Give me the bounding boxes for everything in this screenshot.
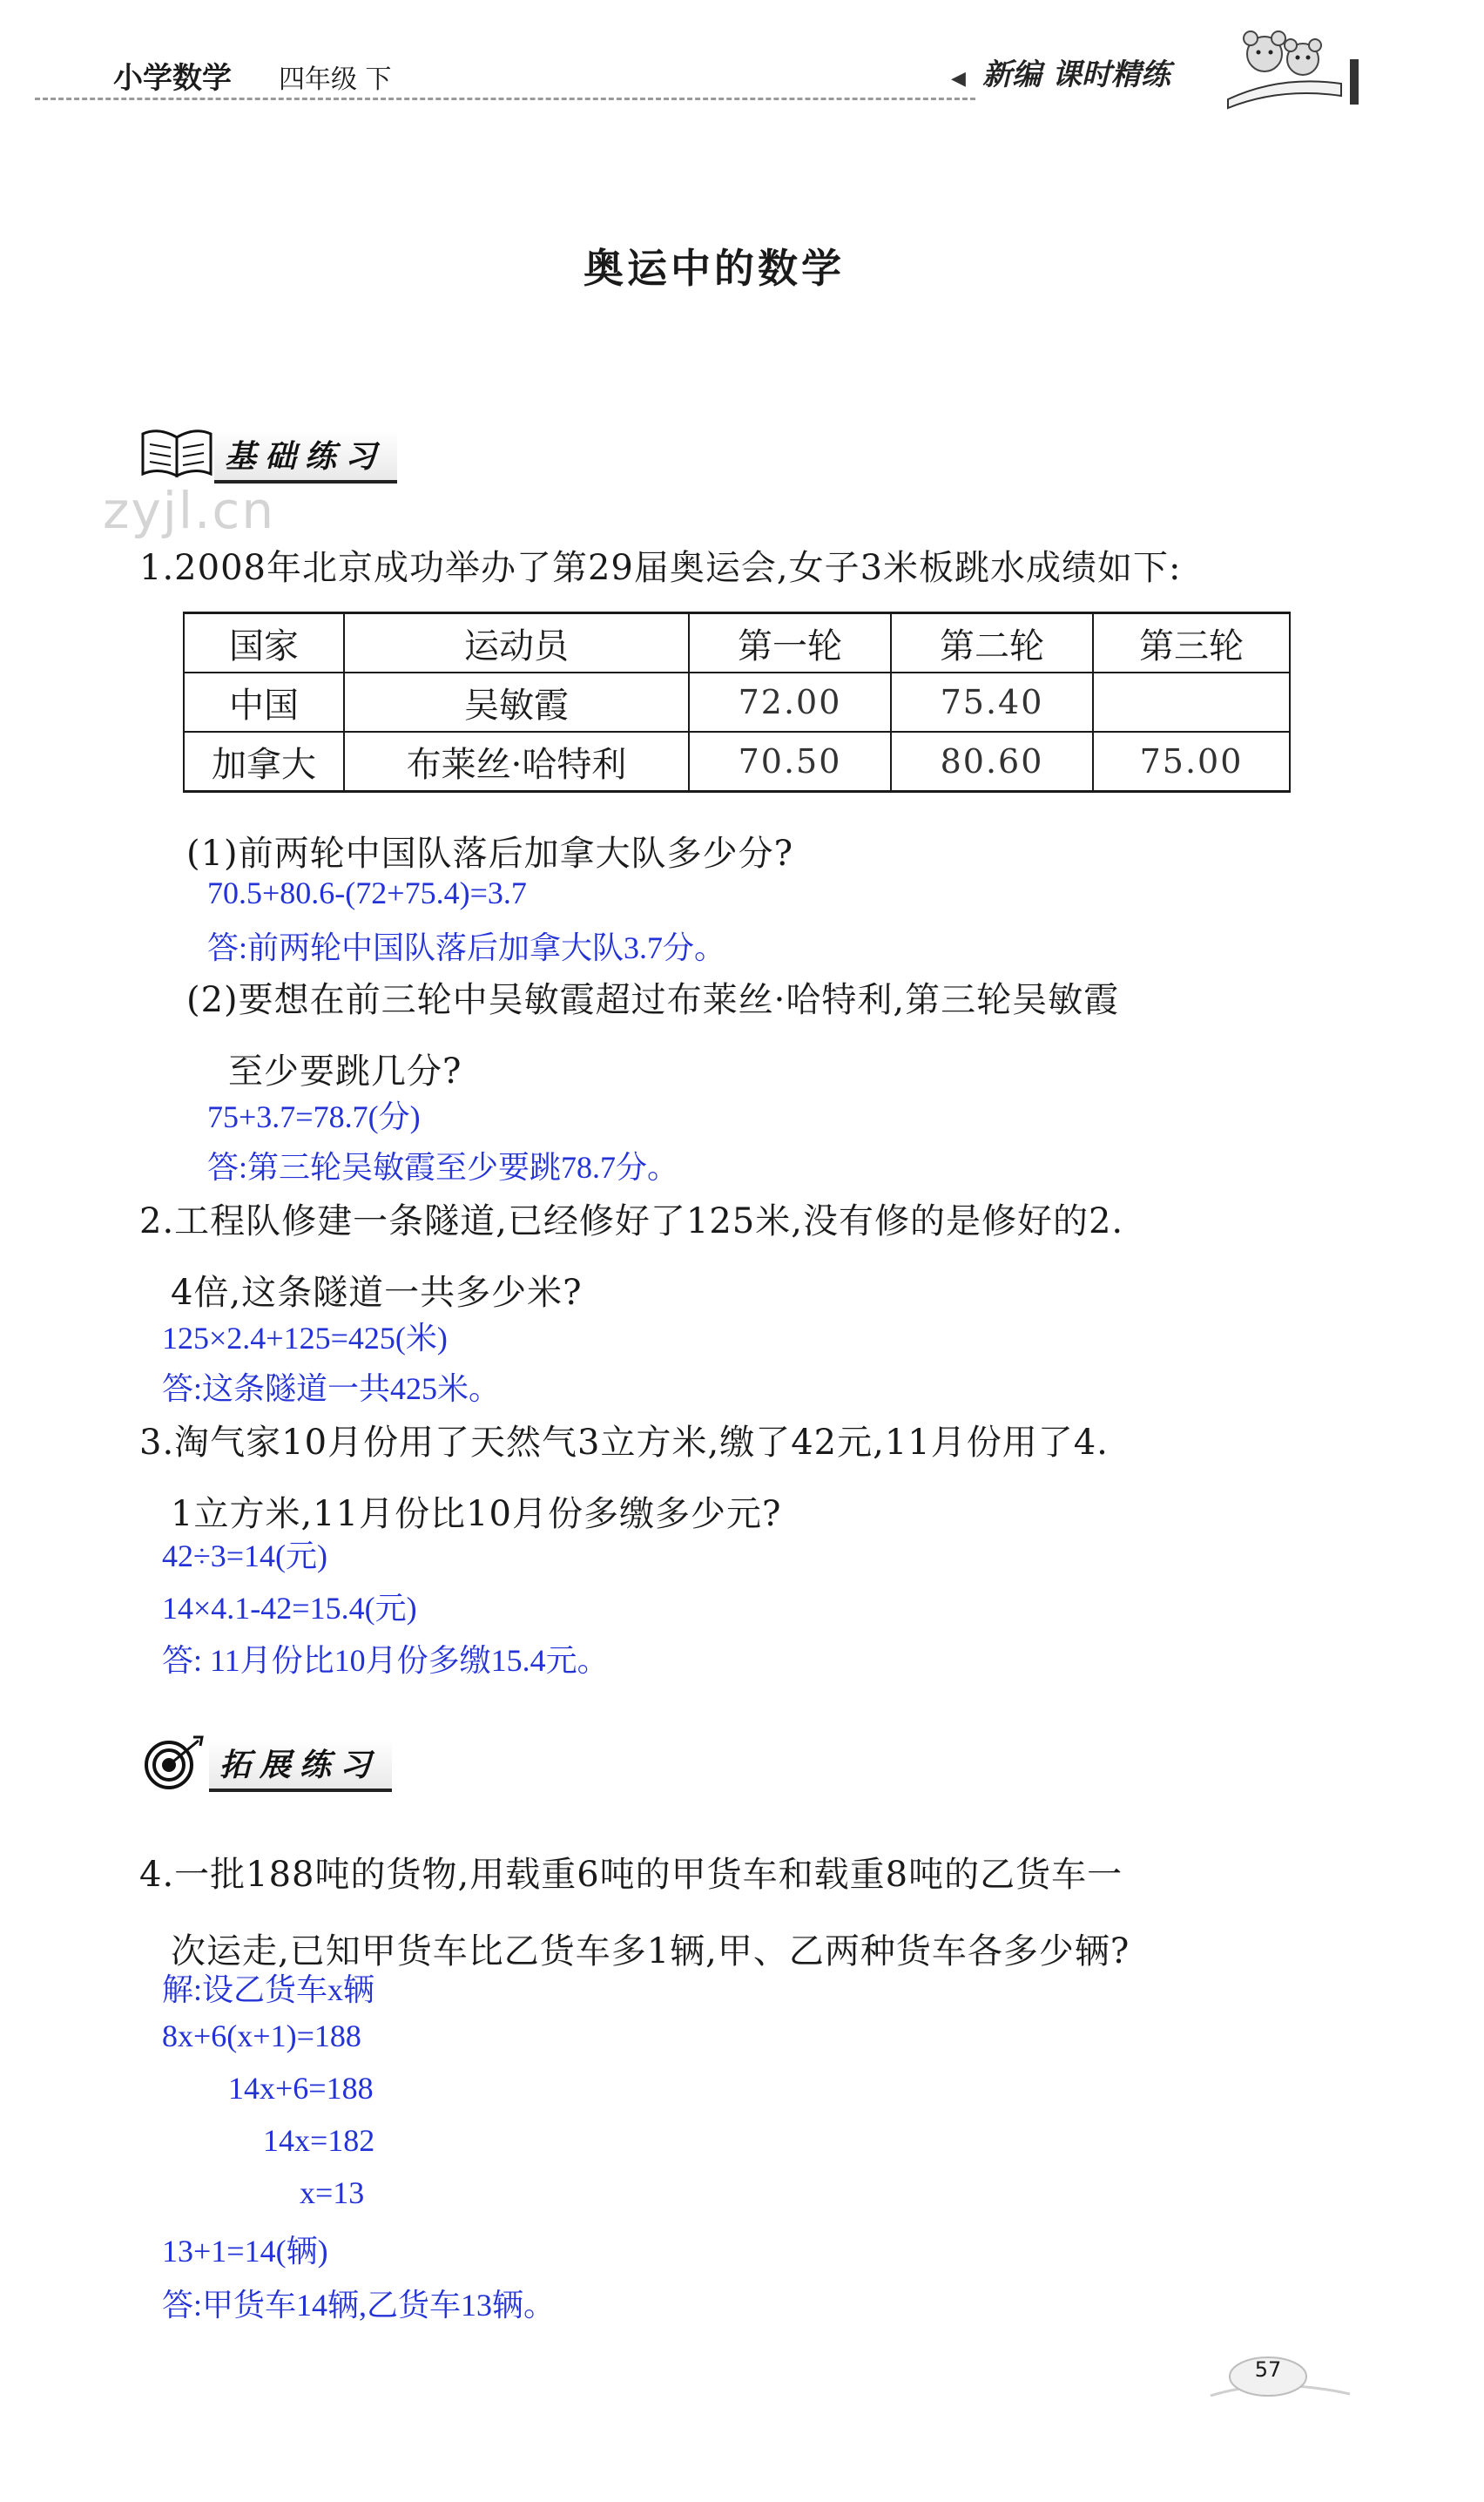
answer-line: 42÷3=14(元) xyxy=(162,1538,328,1573)
answer-line: 答:这条隧道一共425米。 xyxy=(162,1371,501,1406)
target-icon xyxy=(141,1735,204,1795)
answer-line: 70.5+80.6-(72+75.4)=3.7 xyxy=(207,876,527,910)
table-header-cell: 运动员 xyxy=(344,613,689,673)
triangle-left-icon: ◀ xyxy=(951,68,966,90)
section-basic-heading xyxy=(214,430,397,483)
question-4-cont: 次运走,已知甲货车比乙货车多1辆,甲、乙两种货车各多少辆? xyxy=(171,1931,1130,1971)
table-cell: 70.50 xyxy=(689,732,891,792)
question-1-part-2: (2)要想在前三轮中吴敏霞超过布莱丝·哈特利,第三轮吴敏霞 xyxy=(186,980,1120,1020)
table-cell: 75.40 xyxy=(891,673,1093,732)
answer-line: 75+3.7=78.7(分) xyxy=(207,1099,421,1134)
header-brand: 新编 课时精练 xyxy=(982,57,1170,92)
answer-line: 125×2.4+125=425(米) xyxy=(162,1321,448,1356)
section-extended-heading xyxy=(209,1739,392,1792)
answer-line: 答:第三轮吴敏霞至少要跳78.7分。 xyxy=(207,1150,679,1185)
table-header-cell: 第三轮 xyxy=(1093,613,1290,673)
question-1-part-2-cont: 至少要跳几分? xyxy=(228,1052,462,1092)
table-header-cell: 第一轮 xyxy=(689,613,891,673)
table-header-cell: 第二轮 xyxy=(891,613,1093,673)
page-title: 奥运中的数学 xyxy=(583,245,845,292)
table-cell: 72.00 xyxy=(689,673,891,732)
section-extended-label: 拓展练习 xyxy=(219,1748,381,1783)
question-3-cont: 1立方米,11月份比10月份多缴多少元? xyxy=(171,1494,782,1534)
question-4: 4.一批188吨的货物,用载重6吨的甲货车和载重8吨的乙货车一 xyxy=(139,1855,1123,1895)
table-cell: 布莱丝·哈特利 xyxy=(344,732,689,792)
table-cell: 80.60 xyxy=(891,732,1093,792)
watermark: zyjl.cn xyxy=(103,481,276,540)
answer-line: 答:前两轮中国队落后加拿大队3.7分。 xyxy=(207,930,726,965)
answer-line: 答:甲货车14辆,乙货车13辆。 xyxy=(162,2288,556,2323)
table-row xyxy=(184,673,1290,732)
answer-line: 14×4.1-42=15.4(元) xyxy=(162,1591,417,1626)
header-bar xyxy=(1350,59,1359,105)
table-cell: 75.00 xyxy=(1093,732,1290,792)
table-cell xyxy=(1093,673,1290,732)
question-3: 3.淘气家10月份用了天然气3立方米,缴了42元,11月份用了4. xyxy=(139,1423,1109,1463)
answer-line: 13+1=14(辆) xyxy=(162,2234,328,2269)
question-2-cont: 4倍,这条隧道一共多少米? xyxy=(171,1273,583,1313)
section-basic-label: 基础练习 xyxy=(225,439,386,475)
scores-table xyxy=(183,612,1291,793)
header-divider xyxy=(35,98,975,100)
header-grade: 四年级 下 xyxy=(279,64,392,95)
answer-line: 解:设乙货车x辆 xyxy=(162,1972,375,2007)
table-row xyxy=(184,732,1290,792)
question-1-part-1: (1)前两轮中国队落后加拿大队多少分? xyxy=(186,834,794,874)
bears-book-icon xyxy=(1219,23,1350,110)
answer-line: 14x=182 xyxy=(263,2123,375,2158)
table-header-cell: 国家 xyxy=(184,613,344,673)
page-number: 57 xyxy=(1254,2357,1282,2382)
table-header-row xyxy=(184,613,1290,673)
answer-line: 8x+6(x+1)=188 xyxy=(162,2019,361,2053)
table-cell: 中国 xyxy=(184,673,344,732)
answer-line: 答: 11月份比10月份多缴15.4元。 xyxy=(162,1643,609,1678)
answer-line: 14x+6=188 xyxy=(228,2071,374,2106)
book-icon xyxy=(139,425,214,484)
header-subject: 小学数学 xyxy=(113,61,232,96)
table-cell: 吴敏霞 xyxy=(344,673,689,732)
question-2: 2.工程队修建一条隧道,已经修好了125米,没有修的是修好的2. xyxy=(139,1201,1124,1241)
table-cell: 加拿大 xyxy=(184,732,344,792)
answer-line: x=13 xyxy=(300,2175,365,2210)
question-1: 1.2008年北京成功举办了第29届奥运会,女子3米板跳水成绩如下: xyxy=(139,548,1182,588)
